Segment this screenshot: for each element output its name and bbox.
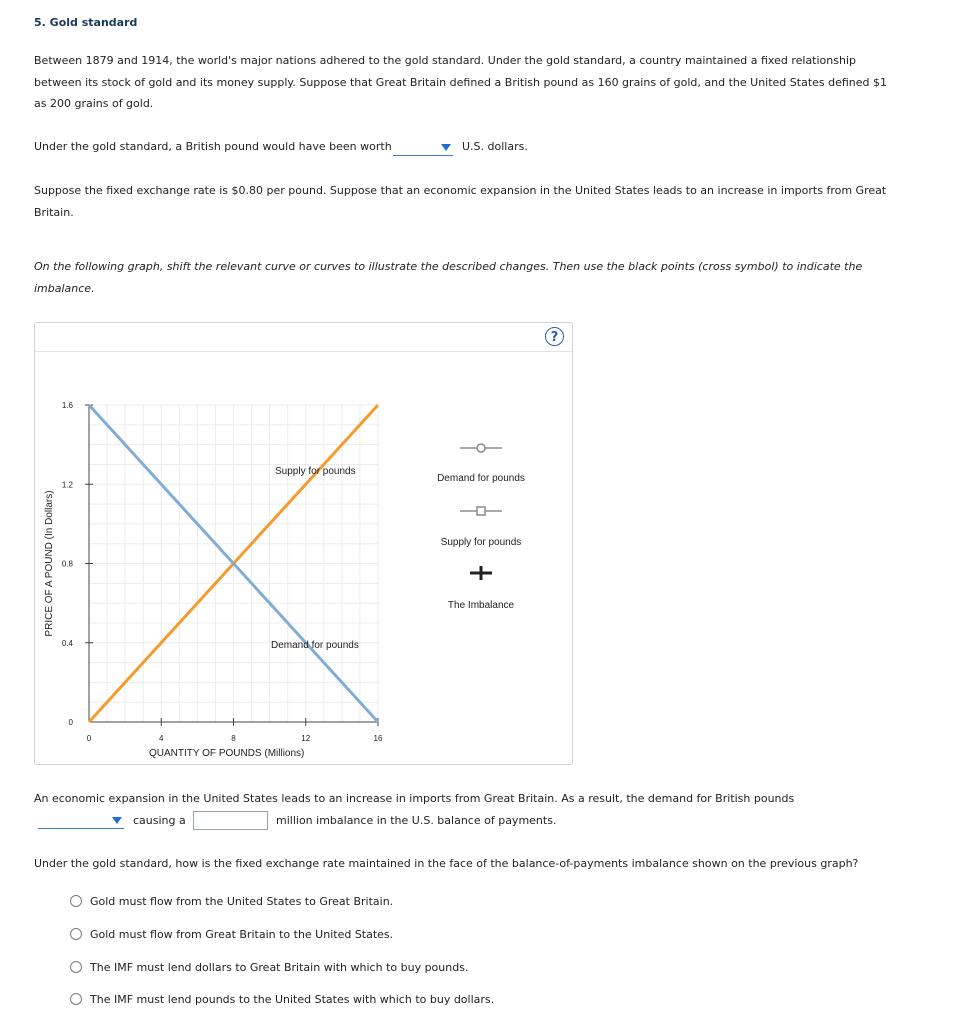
- radio-button[interactable]: [70, 895, 82, 907]
- q2-dropdown[interactable]: [38, 812, 124, 829]
- x-tick-label: 12: [301, 734, 311, 743]
- option-label: Gold must flow from Great Britain to the United States.: [90, 928, 394, 941]
- supply-curve-label: Supply for pounds: [275, 466, 356, 477]
- x-tick-label: 0: [86, 734, 92, 743]
- graph-panel: [34, 322, 573, 765]
- x-tick-label: 4: [159, 734, 164, 743]
- intro-text: Between 1879 and 1914, the world's major nations adhered to the gold standard. Under the gold standard, a country maintained a fixed relationship between its stock of gold and its money supply. Suppose that Great Britain defined a British pound as 160 grains of gold, and the United States defined $1 as 200 grains of gold.: [34, 54, 888, 110]
- demand-tool-label: Demand for pounds: [437, 473, 525, 484]
- x-tick-label: 8: [231, 734, 236, 743]
- demand-curve-label: Demand for pounds: [271, 640, 359, 651]
- graph-canvas[interactable]: [35, 351, 572, 764]
- y-tick-label: 1.6: [61, 401, 73, 410]
- x-tick-label: 16: [373, 734, 383, 743]
- supply-tool[interactable]: [460, 507, 502, 515]
- radio-button[interactable]: [70, 928, 82, 940]
- help-icon[interactable]: ?: [545, 327, 564, 346]
- y-tick-label: 0.8: [61, 559, 73, 569]
- dropdown-arrow-icon: [441, 144, 451, 151]
- q2-text: An economic expansion in the United States leads to an increase in imports from Great Britain. As a result, the demand for British pounds: [34, 792, 795, 805]
- question-title: 5. Gold standard: [34, 16, 138, 29]
- radio-button[interactable]: [70, 993, 82, 1005]
- y-tick-label: 1.2: [61, 480, 73, 490]
- radio-button[interactable]: [70, 961, 82, 973]
- q1-prefix: Under the gold standard, a British pound would have been worth: [34, 140, 392, 153]
- y-tick-label: 0: [68, 718, 73, 727]
- y-tick-label: 0.4: [61, 638, 73, 648]
- demand-tool-icon: [477, 444, 485, 452]
- q2-causing: causing a: [133, 814, 186, 827]
- q1-dropdown[interactable]: [393, 139, 453, 156]
- q1-suffix: U.S. dollars.: [462, 140, 528, 153]
- q2-suffix: million imbalance in the U.S. balance of payments.: [276, 814, 557, 827]
- graph-toolbar: [35, 323, 572, 352]
- x-axis-label: QUANTITY OF POUNDS (Millions): [149, 748, 305, 759]
- demand-tool[interactable]: [460, 444, 502, 452]
- dropdown-arrow-icon: [112, 817, 122, 824]
- scenario-text: Suppose the fixed exchange rate is $0.80 per pound. Suppose that an economic expansion in the United States leads to an increase in imports from Great Britain.: [34, 184, 887, 219]
- imbalance-tool-label: The Imbalance: [447, 600, 515, 611]
- y-axis-label: PRICE OF A POUND (In Dollars): [44, 490, 55, 637]
- graph-instruction: On the following graph, shift the relevant curve or curves to illustrate the described changes. Then use the black points (cross symbol) to indicate the imbalance.: [34, 260, 863, 295]
- option-label: Gold must flow from the United States to Great Britain.: [90, 895, 394, 908]
- option-label: The IMF must lend dollars to Great Britain with which to buy pounds.: [90, 961, 469, 974]
- supply-tool-label: Supply for pounds: [440, 537, 522, 548]
- imbalance-input[interactable]: [193, 811, 268, 830]
- imbalance-tool[interactable]: [470, 566, 492, 580]
- q3-question: Under the gold standard, how is the fixed exchange rate maintained in the face of the balance-of-payments imbalance shown on the previous graph?: [34, 857, 859, 870]
- option-label: The IMF must lend pounds to the United States with which to buy dollars.: [90, 993, 495, 1006]
- supply-tool-icon: [477, 507, 485, 515]
